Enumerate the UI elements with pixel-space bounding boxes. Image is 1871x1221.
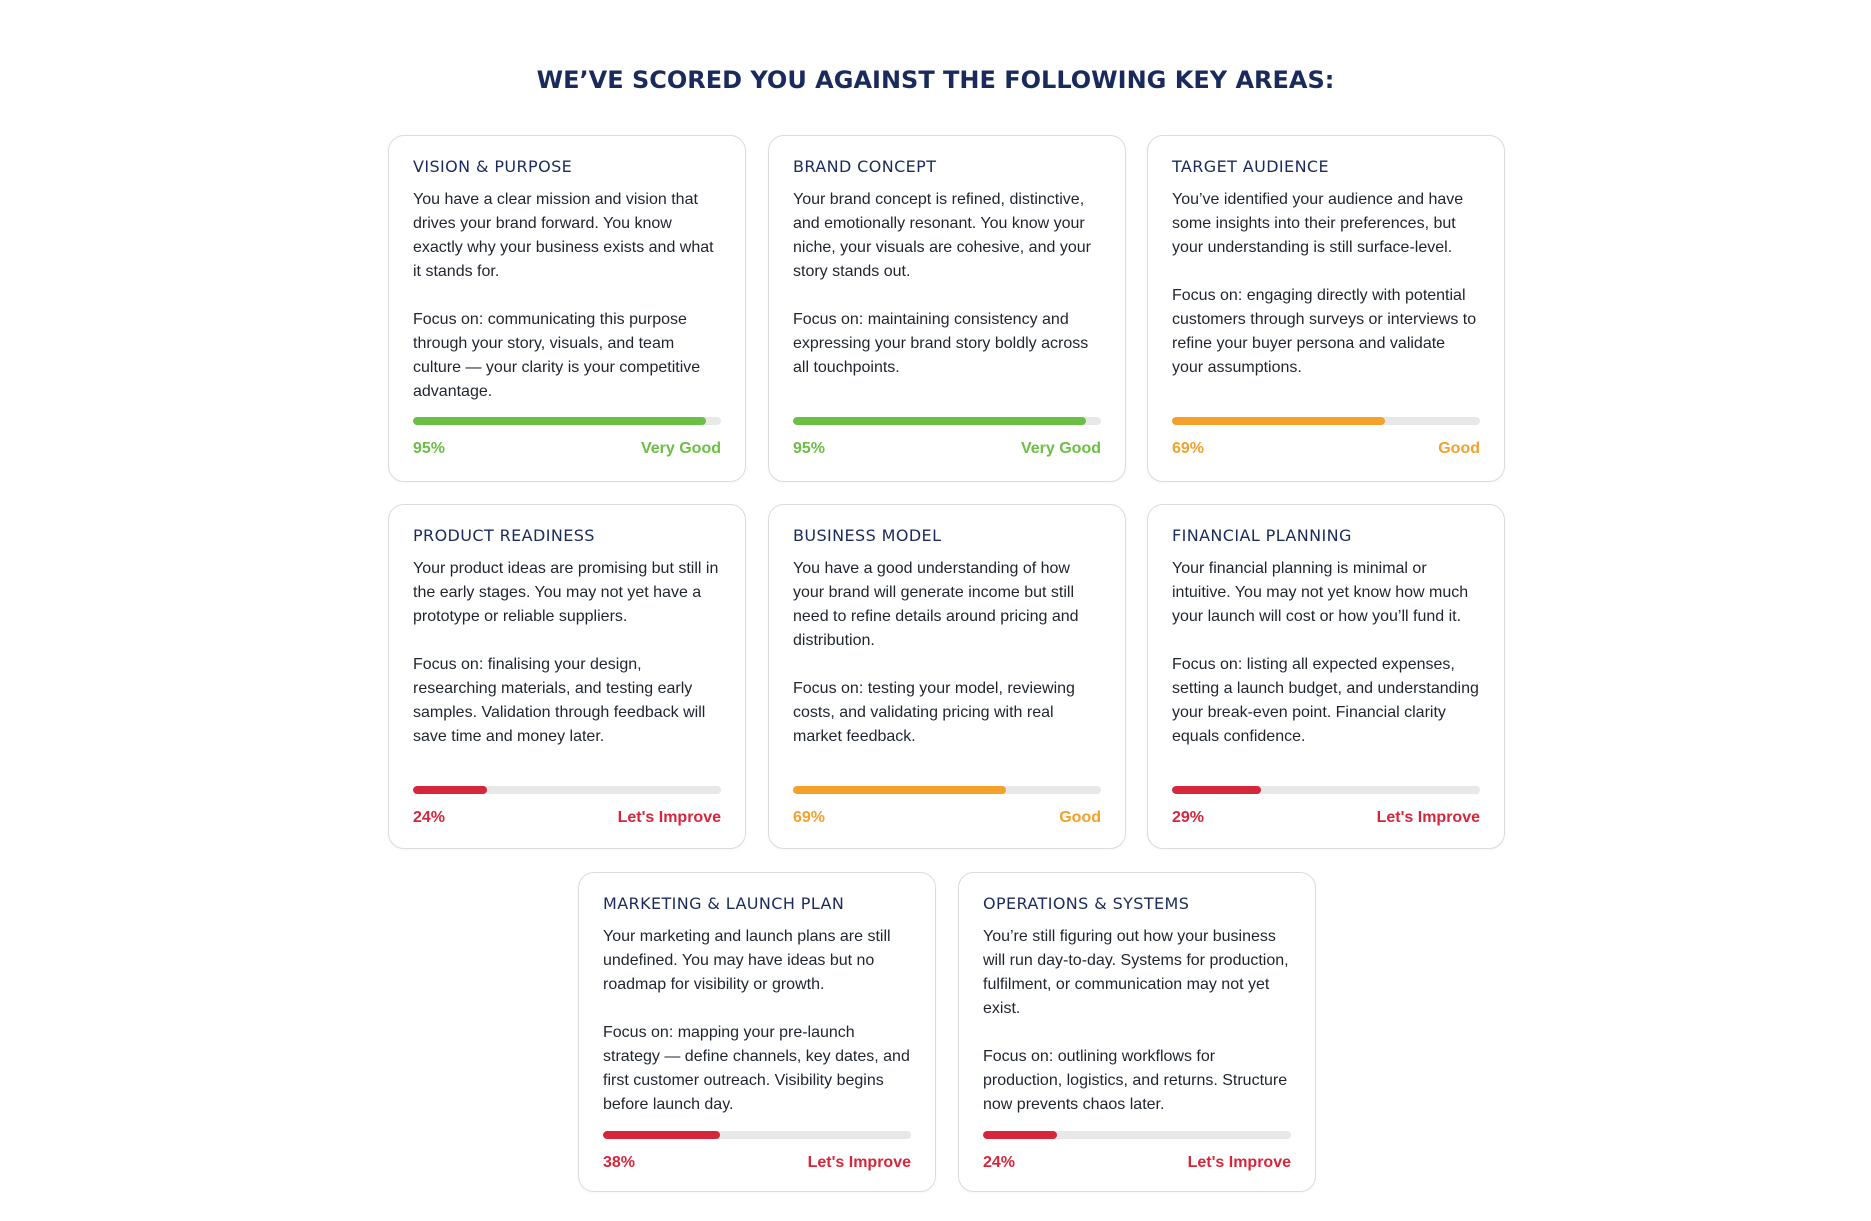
card-summary: You have a good understanding of how your brand will generate income but still need to refine details around pricing and distribution. xyxy=(793,560,1079,649)
score-bar-track xyxy=(1172,417,1480,425)
score-card-product-readiness xyxy=(388,504,746,849)
card-title: VISION & PURPOSE xyxy=(413,157,573,176)
score-bar-fill xyxy=(413,786,487,794)
score-bar-track xyxy=(793,417,1101,425)
score-bar-fill xyxy=(793,786,1006,794)
card-focus: Focus on: finalising your design, researching materials, and testing early samples. Validation through feedback will save time and money later. xyxy=(413,656,706,745)
card-focus: Focus on: testing your model, reviewing costs, and validating pricing with real market feedback. xyxy=(793,680,1075,745)
score-bar-fill xyxy=(413,417,706,425)
score-card-target-audience xyxy=(1147,135,1505,482)
score-percent: 24% xyxy=(983,1154,1016,1171)
score-rating: Very Good xyxy=(640,440,721,457)
score-bar-fill xyxy=(1172,417,1385,425)
card-title: BUSINESS MODEL xyxy=(793,526,942,545)
card-focus: Focus on: listing all expected expenses, setting a launch budget, and understanding your break-even point. Financial clarity equals confidence. xyxy=(1172,656,1479,745)
score-rating: Good xyxy=(1059,809,1101,826)
score-percent: 29% xyxy=(1172,809,1205,826)
card-title: FINANCIAL PLANNING xyxy=(1172,526,1352,545)
score-bar-fill xyxy=(983,1131,1057,1139)
card-summary: Your marketing and launch plans are still undefined. You may have ideas but no roadmap for visibility or growth. xyxy=(603,928,891,993)
card-focus: Focus on: maintaining consistency and expressing your brand story boldly across all touchpoints. xyxy=(793,311,1089,376)
card-summary: You have a clear mission and vision that drives your brand forward. You know exactly why your business exists and what it stands for. xyxy=(413,191,714,280)
score-card-brand-concept xyxy=(768,135,1126,482)
score-card-operations-systems xyxy=(958,872,1316,1192)
score-rating: Let's Improve xyxy=(1187,1154,1291,1171)
card-summary: Your product ideas are promising but still in the early stages. You may not yet have a prototype or reliable suppliers. xyxy=(413,560,719,625)
score-percent: 69% xyxy=(793,809,826,826)
score-bar-fill xyxy=(603,1131,720,1139)
card-title: TARGET AUDIENCE xyxy=(1172,157,1330,176)
card-focus: Focus on: communicating this purpose through your story, visuals, and team culture — your clarity is your competitive advantage. xyxy=(413,311,701,400)
score-card-vision-purpose xyxy=(388,135,746,482)
score-bar-fill xyxy=(1172,786,1261,794)
score-rating: Very Good xyxy=(1020,440,1101,457)
score-percent: 38% xyxy=(603,1154,636,1171)
score-bar-fill xyxy=(793,417,1086,425)
score-bar-track xyxy=(413,786,721,794)
card-title: BRAND CONCEPT xyxy=(793,157,937,176)
card-focus: Focus on: outlining workflows for production, logistics, and returns. Structure now prevents chaos later. xyxy=(983,1048,1288,1113)
card-summary: You’ve identified your audience and have some insights into their preferences, but your understanding is still surface-level. xyxy=(1172,191,1464,256)
score-bar-track xyxy=(983,1131,1291,1139)
score-percent: 95% xyxy=(413,440,446,457)
score-rating: Let's Improve xyxy=(1376,809,1480,826)
score-bar-track xyxy=(413,417,721,425)
page-title: WE’VE SCORED YOU AGAINST THE FOLLOWING KEY AREAS: xyxy=(536,66,1335,94)
card-summary: You’re still figuring out how your business will run day-to-day. Systems for production, fulfilment, or communication may not yet exist. xyxy=(983,928,1289,1017)
card-focus: Focus on: engaging directly with potential customers through surveys or interviews to refine your buyer persona and validate your assumptions. xyxy=(1172,287,1477,376)
score-rating: Let's Improve xyxy=(617,809,721,826)
score-percent: 24% xyxy=(413,809,446,826)
score-bar-track xyxy=(793,786,1101,794)
score-percent: 95% xyxy=(793,440,826,457)
card-title: MARKETING & LAUNCH PLAN xyxy=(603,894,845,913)
score-card-business-model xyxy=(768,504,1126,849)
card-title: PRODUCT READINESS xyxy=(413,526,595,545)
card-summary: Your financial planning is minimal or intuitive. You may not yet know how much your launch will cost or how you’ll fund it. xyxy=(1172,560,1469,625)
score-rating: Let's Improve xyxy=(807,1154,911,1171)
score-percent: 69% xyxy=(1172,440,1205,457)
card-focus: Focus on: mapping your pre-launch strategy — define channels, key dates, and first customer outreach. Visibility begins before launch day. xyxy=(603,1024,910,1113)
card-title: OPERATIONS & SYSTEMS xyxy=(983,894,1190,913)
score-bar-track xyxy=(1172,786,1480,794)
score-card-marketing-launch xyxy=(578,872,936,1192)
score-card-financial-planning xyxy=(1147,504,1505,849)
card-summary: Your brand concept is refined, distinctive, and emotionally resonant. You know your niche, your visuals are cohesive, and your story stands out. xyxy=(793,191,1091,280)
score-bar-track xyxy=(603,1131,911,1139)
score-rating: Good xyxy=(1438,440,1480,457)
